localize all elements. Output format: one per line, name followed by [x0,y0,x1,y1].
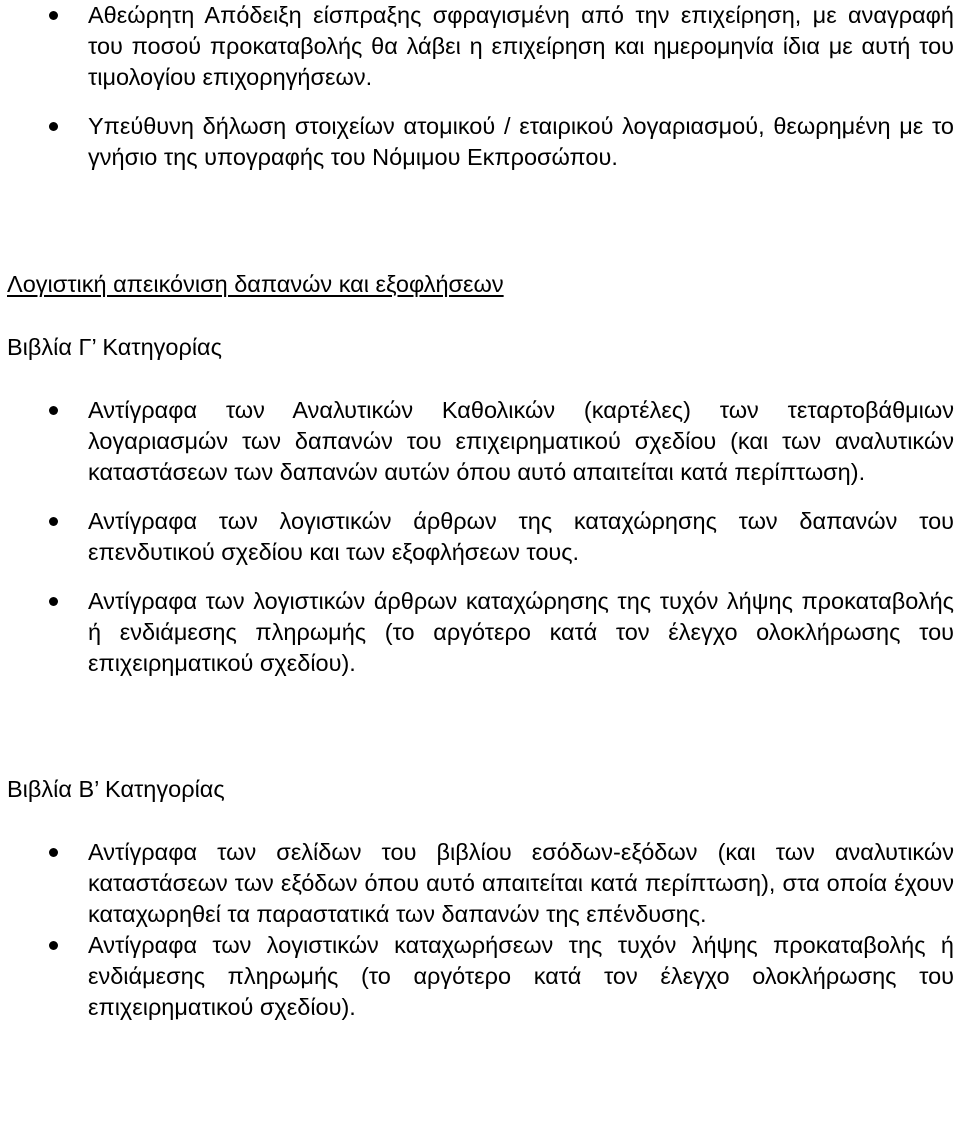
bullet-icon [49,122,58,131]
list-item [0,0,960,93]
list-item-text: Αντίγραφα των λογιστικών άρθρων της καταχώρησης των δαπανών του επενδυτικού σχεδίου και των εξοφλήσεων τους. [88,508,954,565]
bullet-icon [49,11,58,20]
list-item-text: Αντίγραφα των σελίδων του βιβλίου εσόδων-εξόδων (και των αναλυτικών καταστάσεων των εξόδων όπου αυτό απαιτείται κατά περίπτωση), στα οποία έχουν καταχωρηθεί τα παραστατικά των δαπανών της επένδυσης. [88,839,954,927]
list-item [0,506,960,568]
list-item [0,395,960,488]
list-item-text: Αντίγραφα των λογιστικών καταχωρήσεων της τυχόν λήψης προκαταβολής ή ενδιάμεσης πληρωμής (το αργότερο κατά τον έλεγχο ολοκλήρωσης του επιχειρηματικού σχεδίου). [88,932,954,1020]
book-c-list [0,395,960,679]
list-item [0,111,960,173]
top-bullet-list [0,0,960,173]
list-item-text: Αντίγραφα των λογιστικών άρθρων καταχώρησης της τυχόν λήψης προκαταβολής ή ενδιάμεσης πληρωμής (το αργότερο κατά τον έλεγχο ολοκλήρωσης του επιχειρηματικού σχεδίου). [88,588,954,676]
list-item-text: Αντίγραφα των Αναλυτικών Καθολικών (καρτέλες) των τεταρτοβάθμιων λογαριασμών των δαπανών του επιχειρηματικού σχεδίου (και των αναλυτικών καταστάσεων των δαπανών αυτών όπου αυτό απαιτείται κατά περίπτωση). [88,397,954,485]
section-title-text: Λογιστική απεικόνιση δαπανών και εξοφλήσεων [7,271,504,297]
bullet-icon [49,848,58,857]
list-item [0,837,960,930]
bullet-icon [49,597,58,606]
list-item-text: Υπεύθυνη δήλωση στοιχείων ατομικού / εταιρικού λογαριασμού, θεωρημένη με το γνήσιο της υπογραφής του Νόμιμου Εκπροσώπου. [88,113,954,170]
book-b-list [0,837,960,1023]
bullet-icon [49,941,58,950]
bullet-icon [49,517,58,526]
bullet-icon [49,406,58,415]
list-item-text: Αθεώρητη Απόδειξη είσπραξης σφραγισμένη από την επιχείρηση, με αναγραφή του ποσού προκαταβολής θα λάβει η επιχείρηση και ημερομηνία ίδια με αυτή του τιμολογίου επιχορηγήσεων. [88,2,954,90]
list-item [0,586,960,679]
book-b-title: Βιβλία Β’ Κατηγορίας [7,776,225,802]
book-c-title: Βιβλία Γ’ Κατηγορίας [7,334,222,360]
list-item [0,930,960,1023]
section-title [0,269,960,300]
